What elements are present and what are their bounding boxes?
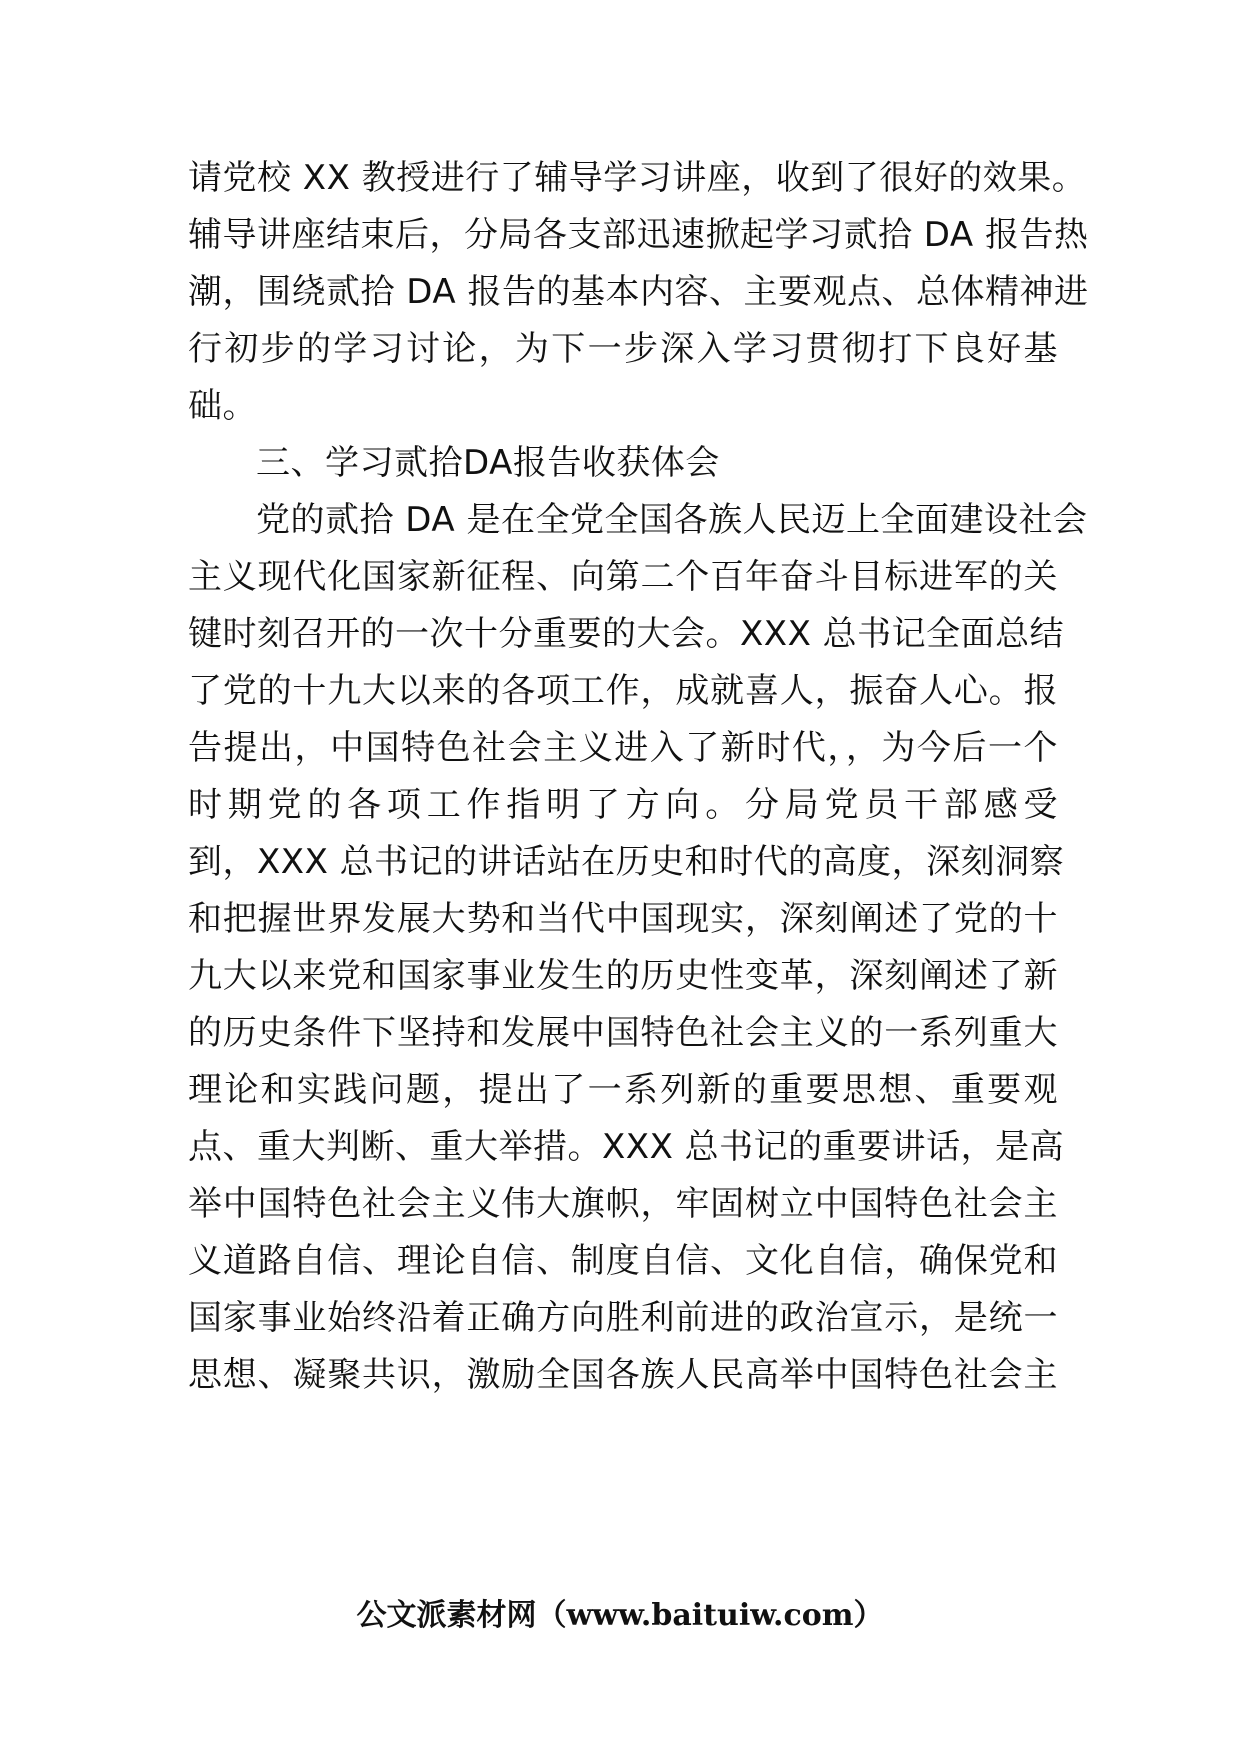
text-line: 键时刻召开的一次十分重要的大会。XXX 总书记全面总结 [188, 614, 1065, 654]
text-line: 时期党的各项工作指明了方向。分局党员干部感受 [188, 785, 1058, 825]
text-line: 了党的十九大以来的各项工作，成就喜人，振奋人心。报 [188, 671, 1058, 711]
text-line: 辅导讲座结束后，分局各支部迅速掀起学习贰拾 DA 报告热 [188, 215, 1089, 255]
text-line: 点、重大判断、重大举措。XXX 总书记的重要讲话，是高 [188, 1127, 1065, 1167]
text-line: 主义现代化国家新征程、向第二个百年奋斗目标进军的关 [188, 557, 1058, 597]
text-line: 行初步的学习讨论，为下一步深入学习贯彻打下良好基 [188, 329, 1058, 369]
text-line: 国家事业始终沿着正确方向胜利前进的政治宣示，是统一 [188, 1298, 1058, 1338]
text-line: 到，XXX 总书记的讲话站在历史和时代的高度，深刻洞察 [188, 842, 1065, 882]
text-line: 思想、凝聚共识，激励全国各族人民高举中国特色社会主 [188, 1355, 1058, 1395]
text-line: 潮，围绕贰拾 DA 报告的基本内容、主要观点、总体精神进 [188, 272, 1089, 312]
text-line: 党的贰拾 DA 是在全党全国各族人民迈上全面建设社会 [256, 500, 1088, 540]
text-line: 理论和实践问题，提出了一系列新的重要思想、重要观 [188, 1070, 1058, 1110]
text-line: 请党校 XX 教授进行了辅导学习讲座，收到了很好的效果。 [188, 158, 1087, 198]
text-line: 告提出，中国特色社会主义进入了新时代，，为今后一个 [188, 728, 1058, 768]
text-line: 和把握世界发展大势和当代中国现实，深刻阐述了党的十 [188, 899, 1058, 939]
text-line: 的历史条件下坚持和发展中国特色社会主义的一系列重大 [188, 1013, 1058, 1053]
footer-watermark: 公文派素材网（www.baituiw.com） [356, 1598, 884, 1633]
text-line: 举中国特色社会主义伟大旗帜，牢固树立中国特色社会主 [188, 1184, 1058, 1224]
section-heading: 三、学习贰拾DA报告收获体会 [256, 443, 720, 483]
text-line: 九大以来党和国家事业发生的历史性变革，深刻阐述了新 [188, 956, 1058, 996]
text-line: 义道路自信、理论自信、制度自信、文化自信，确保党和 [188, 1241, 1058, 1281]
text-line: 础。 [188, 386, 257, 426]
